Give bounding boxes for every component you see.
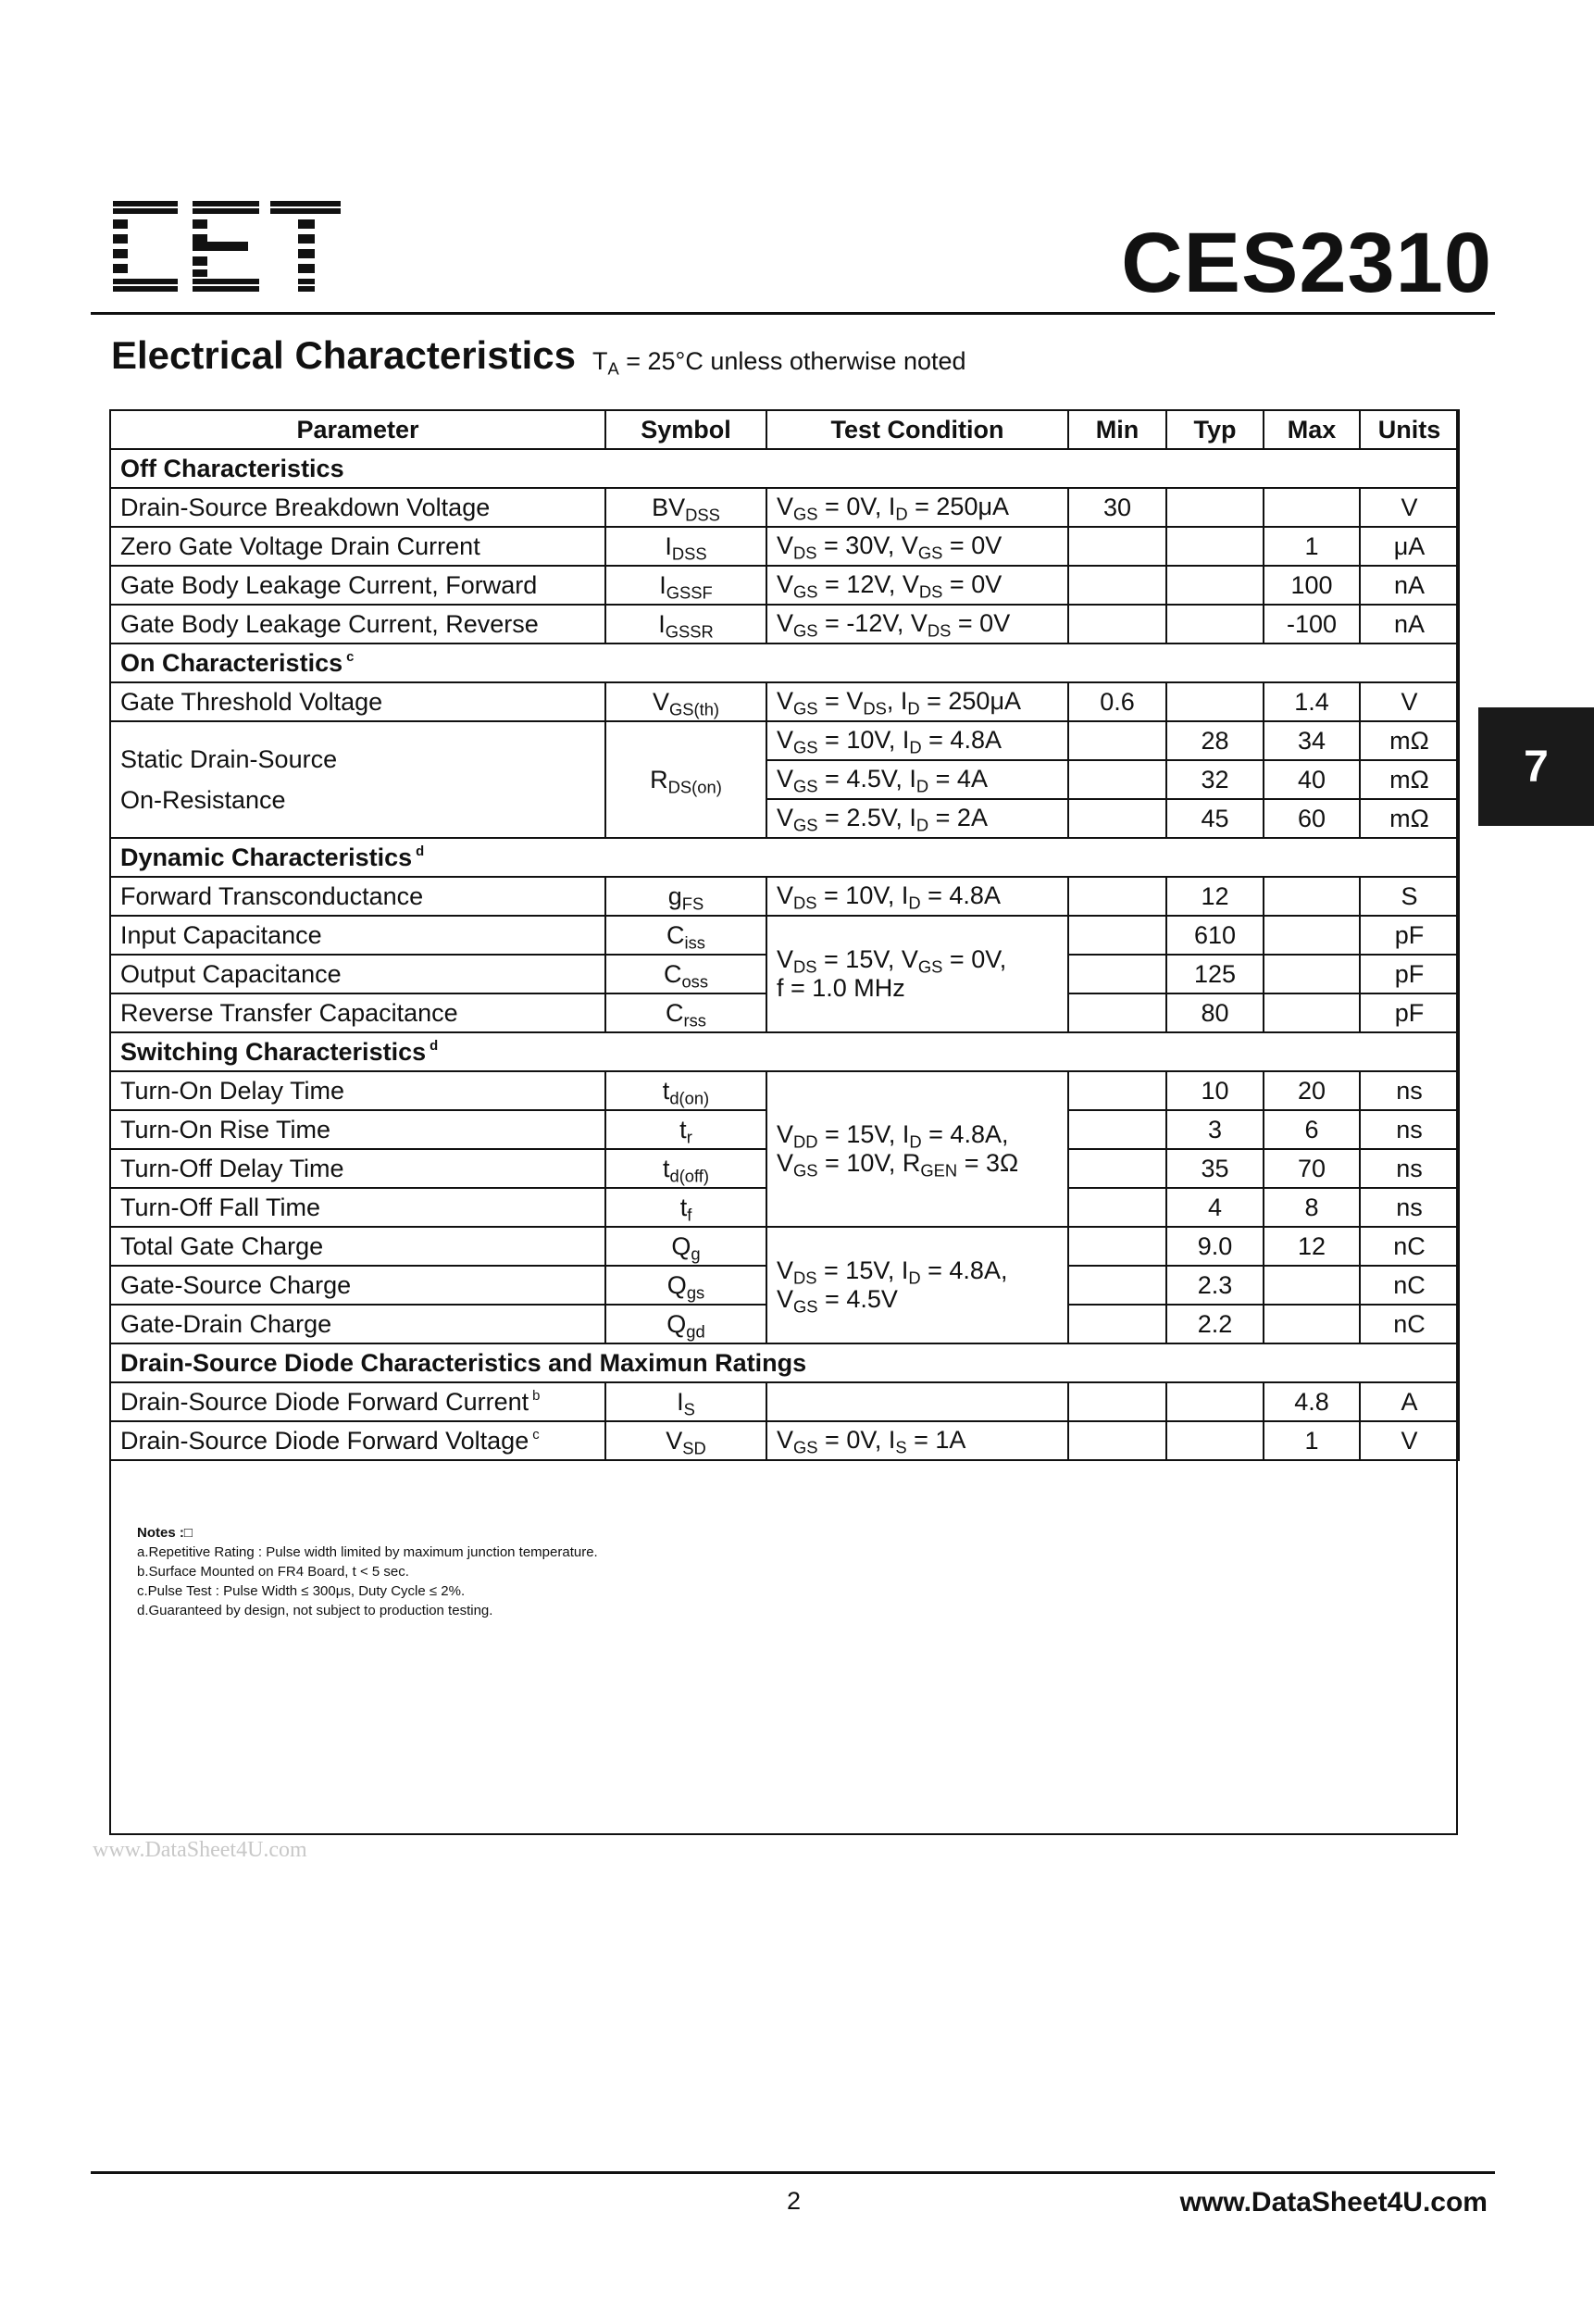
min-value [1068, 955, 1166, 993]
param-name: Output Capacitance [110, 955, 605, 993]
test-condition: $V_{GS} = 0V$, $I_D = 250\mu A$ [766, 488, 1068, 527]
table-row [110, 488, 1459, 527]
footer-rule [91, 2171, 1495, 2174]
min-value: 0.6 [1068, 682, 1166, 721]
typ-value [1166, 1382, 1264, 1421]
symbol: $BV_{DSS}$ [605, 488, 766, 527]
notes-title: Notes :□ [137, 1525, 193, 1541]
unit: A [1360, 1382, 1459, 1421]
typ-value [1166, 682, 1264, 721]
symbol: $C_{oss}$ [605, 955, 766, 993]
table-row [110, 1071, 1459, 1110]
typ-value: 610 [1166, 916, 1264, 955]
unit: nC [1360, 1266, 1459, 1305]
table-row [110, 527, 1459, 566]
param-name: Drain-Source Diode Forward Voltage $^c$ [110, 1421, 605, 1460]
symbol: $C_{iss}$ [605, 916, 766, 955]
param-name: Gate-Source Charge [110, 1266, 605, 1305]
typ-value: 12 [1166, 877, 1264, 916]
typ-value: 125 [1166, 955, 1264, 993]
section-title-on: On Characteristics $^c$ [110, 643, 1459, 682]
electrical-characteristics-table [109, 409, 1460, 1461]
unit: pF [1360, 955, 1459, 993]
test-condition: $V_{GS} = V_{DS}$, $I_D = 250\mu A$ [766, 682, 1068, 721]
test-condition: $V_{GS} = 2.5V$, $I_D = 2A$ [766, 799, 1068, 838]
footer-website-link[interactable]: www.DataSheet4U.com [1179, 2187, 1488, 2218]
col-symbol: Symbol [605, 410, 766, 449]
unit: ns [1360, 1110, 1459, 1149]
min-value [1068, 1149, 1166, 1188]
max-value: -100 [1264, 605, 1360, 643]
max-value [1264, 955, 1360, 993]
typ-value: 35 [1166, 1149, 1264, 1188]
min-value [1068, 1266, 1166, 1305]
section-row-switching [110, 1032, 1459, 1071]
param-name: Total Gate Charge [110, 1227, 605, 1266]
max-value: 1.4 [1264, 682, 1360, 721]
max-value: 40 [1264, 760, 1360, 799]
symbol: $Q_{gs}$ [605, 1266, 766, 1305]
min-value [1068, 993, 1166, 1032]
param-name: Drain-Source Diode Forward Current $^b$ [110, 1382, 605, 1421]
min-value [1068, 1071, 1166, 1110]
symbol: $Q_{gd}$ [605, 1305, 766, 1343]
unit: pF [1360, 916, 1459, 955]
unit: mΩ [1360, 721, 1459, 760]
section-title-off: Off Characteristics [110, 449, 1459, 488]
param-name: Static Drain-Source On-Resistance [110, 721, 605, 838]
header-rule [91, 312, 1495, 315]
param-name: Zero Gate Voltage Drain Current [110, 527, 605, 566]
unit: nC [1360, 1305, 1459, 1343]
unit: pF [1360, 993, 1459, 1032]
unit: mΩ [1360, 760, 1459, 799]
unit: ns [1360, 1188, 1459, 1227]
symbol: $V_{SD}$ [605, 1421, 766, 1460]
section-row-dynamic [110, 838, 1459, 877]
col-parameter: Parameter [110, 410, 605, 449]
max-value [1264, 1266, 1360, 1305]
col-units: Units [1360, 410, 1459, 449]
min-value [1068, 1227, 1166, 1266]
unit: nA [1360, 605, 1459, 643]
note-c: c.Pulse Test : Pulse Width ≤ 300μs, Duty Cycle ≤ 2%. [137, 1583, 466, 1599]
typ-value [1166, 566, 1264, 605]
unit: V [1360, 682, 1459, 721]
symbol: $C_{rss}$ [605, 993, 766, 1032]
typ-value [1166, 605, 1264, 643]
min-value [1068, 1305, 1166, 1343]
section-row-off [110, 449, 1459, 488]
typ-value: 10 [1166, 1071, 1264, 1110]
symbol: $I_{DSS}$ [605, 527, 766, 566]
min-value [1068, 566, 1166, 605]
symbol: $Q_g$ [605, 1227, 766, 1266]
table-row [110, 1382, 1459, 1421]
table-row [110, 916, 1459, 955]
symbol: $g_{FS}$ [605, 877, 766, 916]
unit: nA [1360, 566, 1459, 605]
table-row [110, 721, 1459, 760]
unit: mΩ [1360, 799, 1459, 838]
test-condition: $V_{DD} = 15V$, $I_D = 4.8A$, $V_{GS} = 10V$, $R_{GEN} = 3\Omega$ [766, 1071, 1068, 1227]
test-condition: $V_{GS} = 0V$, $I_S = 1A$ [766, 1421, 1068, 1460]
min-value [1068, 1188, 1166, 1227]
symbol: $R_{DS(on)}$ [605, 721, 766, 838]
typ-value [1166, 527, 1264, 566]
typ-value: 80 [1166, 993, 1264, 1032]
test-condition [766, 1382, 1068, 1421]
min-value [1068, 527, 1166, 566]
unit: μA [1360, 527, 1459, 566]
max-value [1264, 1305, 1360, 1343]
max-value: 20 [1264, 1071, 1360, 1110]
col-test-condition: Test Condition [766, 410, 1068, 449]
unit: ns [1360, 1071, 1459, 1110]
min-value [1068, 1110, 1166, 1149]
param-name: Input Capacitance [110, 916, 605, 955]
test-condition: $V_{DS} = 15V$, $V_{GS} = 0V$, f = 1.0 MHz [766, 916, 1068, 1032]
unit: S [1360, 877, 1459, 916]
col-min: Min [1068, 410, 1166, 449]
typ-value [1166, 488, 1264, 527]
max-value: 60 [1264, 799, 1360, 838]
min-value [1068, 760, 1166, 799]
param-name: Gate-Drain Charge [110, 1305, 605, 1343]
table-row [110, 566, 1459, 605]
symbol: $V_{GS(th)}$ [605, 682, 766, 721]
footnotes [137, 1523, 598, 1620]
max-value: 12 [1264, 1227, 1360, 1266]
section-row-diode [110, 1343, 1459, 1382]
max-value [1264, 488, 1360, 527]
param-name: Forward Transconductance [110, 877, 605, 916]
test-condition: $V_{DS} = 30V$, $V_{GS} = 0V$ [766, 527, 1068, 566]
param-name: Gate Body Leakage Current, Reverse [110, 605, 605, 643]
min-value [1068, 877, 1166, 916]
min-value [1068, 1382, 1166, 1421]
table-header-row [110, 410, 1459, 449]
min-value [1068, 1421, 1166, 1460]
param-name: Drain-Source Breakdown Voltage [110, 488, 605, 527]
col-max: Max [1264, 410, 1360, 449]
typ-value: 4 [1166, 1188, 1264, 1227]
max-value: 8 [1264, 1188, 1360, 1227]
symbol: $t_{d(on)}$ [605, 1071, 766, 1110]
unit: ns [1360, 1149, 1459, 1188]
note-b: b.Surface Mounted on FR4 Board, t < 5 sec. [137, 1564, 409, 1580]
watermark: www.DataSheet4U.com [93, 1838, 307, 1862]
max-value: 1 [1264, 527, 1360, 566]
min-value [1068, 721, 1166, 760]
param-name: Turn-Off Delay Time [110, 1149, 605, 1188]
unit: nC [1360, 1227, 1459, 1266]
symbol: $I_{GSSF}$ [605, 566, 766, 605]
symbol: $t_{d(off)}$ [605, 1149, 766, 1188]
param-name: Turn-Off Fall Time [110, 1188, 605, 1227]
table-row [110, 1227, 1459, 1266]
symbol: $t_f$ [605, 1188, 766, 1227]
min-value: 30 [1068, 488, 1166, 527]
section-row-on [110, 643, 1459, 682]
min-value [1068, 605, 1166, 643]
typ-value [1166, 1421, 1264, 1460]
test-condition: $V_{GS} = 10V$, $I_D = 4.8A$ [766, 721, 1068, 760]
param-name: Gate Body Leakage Current, Forward [110, 566, 605, 605]
section-title-diode: Drain-Source Diode Characteristics and Maximun Ratings [110, 1343, 1459, 1382]
section-title-dynamic: Dynamic Characteristics $^d$ [110, 838, 1459, 877]
max-value [1264, 916, 1360, 955]
max-value [1264, 993, 1360, 1032]
symbol: $I_{GSSR}$ [605, 605, 766, 643]
max-value: 6 [1264, 1110, 1360, 1149]
test-condition: $V_{DS} = 10V$, $I_D = 4.8A$ [766, 877, 1068, 916]
typ-value: 28 [1166, 721, 1264, 760]
max-value: 4.8 [1264, 1382, 1360, 1421]
typ-value: 32 [1166, 760, 1264, 799]
param-name: Turn-On Delay Time [110, 1071, 605, 1110]
param-name: Reverse Transfer Capacitance [110, 993, 605, 1032]
min-value [1068, 799, 1166, 838]
min-value [1068, 916, 1166, 955]
test-condition: $V_{DS} = 15V$, $I_D = 4.8A$, $V_{GS} = 4.5V$ [766, 1227, 1068, 1343]
symbol: $t_r$ [605, 1110, 766, 1149]
max-value: 100 [1264, 566, 1360, 605]
typ-value: 2.2 [1166, 1305, 1264, 1343]
note-d: d.Guaranteed by design, not subject to production testing. [137, 1603, 493, 1618]
unit: V [1360, 1421, 1459, 1460]
max-value: 34 [1264, 721, 1360, 760]
col-typ: Typ [1166, 410, 1264, 449]
page-number: 2 [787, 2187, 802, 2215]
param-name: Gate Threshold Voltage [110, 682, 605, 721]
section-title: Electrical Characteristics [111, 333, 576, 377]
max-value: 70 [1264, 1149, 1360, 1188]
symbol: $I_S$ [605, 1382, 766, 1421]
param-name: Turn-On Rise Time [110, 1110, 605, 1149]
table-row [110, 877, 1459, 916]
typ-value: 2.3 [1166, 1266, 1264, 1305]
typ-value: 45 [1166, 799, 1264, 838]
typ-value: 3 [1166, 1110, 1264, 1149]
section-title-switching: Switching Characteristics $^d$ [110, 1032, 1459, 1071]
table-row [110, 1421, 1459, 1460]
max-value [1264, 877, 1360, 916]
max-value: 1 [1264, 1421, 1360, 1460]
chapter-tab: 7 [1478, 707, 1594, 826]
cet-logo [111, 199, 342, 301]
test-condition: $V_{GS} = -12V$, $V_{DS} = 0V$ [766, 605, 1068, 643]
table-row [110, 605, 1459, 643]
test-condition: $V_{GS} = 12V$, $V_{DS} = 0V$ [766, 566, 1068, 605]
note-a: a.Repetitive Rating : Pulse width limited by maximum junction temperature. [137, 1544, 598, 1560]
table-row [110, 682, 1459, 721]
unit: V [1360, 488, 1459, 527]
test-condition: $V_{GS} = 4.5V$, $I_D = 4A$ [766, 760, 1068, 799]
typ-value: 9.0 [1166, 1227, 1264, 1266]
part-number: CES2310 [1121, 216, 1492, 310]
test-temperature-condition: $T_A = 25^\circ C$ unless otherwise noted [592, 347, 966, 379]
